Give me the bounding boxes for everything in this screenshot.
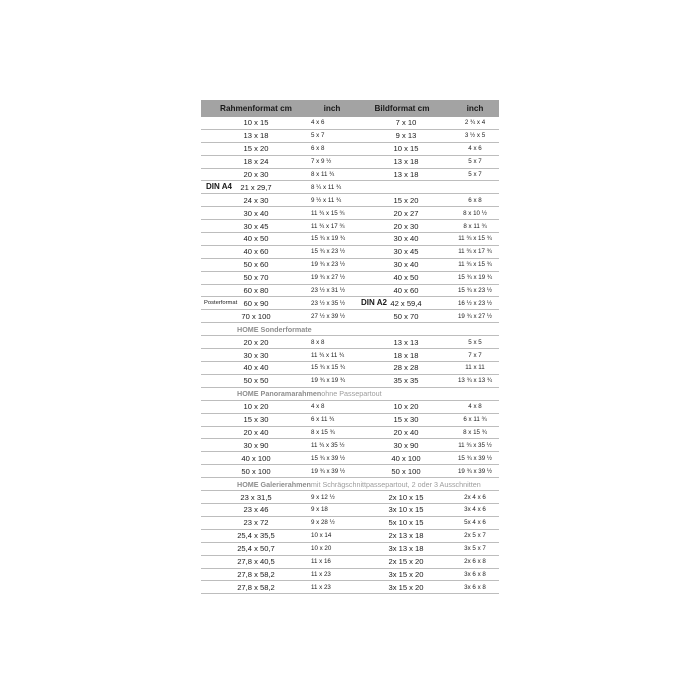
frame-size-cm: 30 x 40 bbox=[243, 208, 269, 218]
image-size-cm: 3x 10 x 15 bbox=[388, 505, 424, 515]
section-title: HOME Galerierahmen bbox=[237, 479, 311, 489]
image-size-cm: 2x 15 x 20 bbox=[388, 557, 424, 567]
image-size-inch: 11 ¾ x 35 ½ bbox=[458, 441, 492, 449]
frame-size-cm: 40 x 100 bbox=[241, 453, 271, 463]
frame-size-cm: 50 x 100 bbox=[241, 466, 271, 476]
frame-size-cm: 60 x 90 bbox=[243, 298, 269, 308]
frame-size-inch: 19 ¾ x 39 ½ bbox=[311, 467, 346, 475]
image-size-cm: 5x 10 x 15 bbox=[388, 518, 424, 528]
image-size-cm: 15 x 20 bbox=[393, 195, 419, 205]
image-size-inch: 11 ¾ x 15 ¾ bbox=[458, 235, 492, 243]
image-size-inch: 5x 4 x 6 bbox=[464, 519, 486, 527]
table-row bbox=[201, 491, 499, 504]
image-size-cm: 50 x 70 bbox=[393, 311, 419, 321]
frame-size-cm: 13 x 18 bbox=[243, 131, 269, 141]
table-row bbox=[201, 465, 499, 478]
image-size-cm: 10 x 20 bbox=[393, 402, 419, 412]
table-row bbox=[201, 181, 499, 194]
image-size-cm: 40 x 50 bbox=[393, 273, 419, 283]
frame-size-cm: 20 x 20 bbox=[243, 337, 269, 347]
table-row bbox=[201, 297, 499, 310]
image-size-inch: 11 x 11 bbox=[465, 364, 485, 372]
frame-size-inch: 8 x 15 ¾ bbox=[311, 429, 335, 437]
image-size-inch: 3x 6 x 8 bbox=[464, 570, 486, 578]
frame-size-cm: 24 x 30 bbox=[243, 195, 269, 205]
frame-size-inch: 11 x 23 bbox=[311, 583, 331, 591]
frame-size-cm: 18 x 24 bbox=[243, 157, 269, 167]
size-table bbox=[201, 100, 499, 594]
image-size-cm: 28 x 28 bbox=[393, 363, 419, 373]
frame-size-inch: 23 ½ x 35 ½ bbox=[311, 299, 346, 307]
table-row bbox=[201, 220, 499, 233]
image-size-inch: 6 x 11 ¾ bbox=[463, 416, 487, 424]
image-size-cm: 13 x 13 bbox=[393, 337, 419, 347]
image-size-inch: 3x 4 x 6 bbox=[464, 506, 486, 514]
panorama-sizes-group bbox=[201, 401, 499, 478]
frame-size-inch: 10 x 20 bbox=[311, 545, 332, 553]
image-size-inch: 4 x 8 bbox=[468, 403, 482, 411]
frame-size-inch: 23 ½ x 31 ½ bbox=[311, 287, 346, 295]
header-image-cm: Bildformat cm bbox=[374, 104, 430, 113]
frame-size-cm: 30 x 30 bbox=[243, 350, 269, 360]
gallery-sizes-group bbox=[201, 491, 499, 594]
image-size-cm: 30 x 40 bbox=[393, 234, 419, 244]
frame-size-inch: 27 ½ x 39 ½ bbox=[311, 312, 346, 320]
section-heading-panorama bbox=[201, 388, 499, 401]
frame-size-inch: 15 ¾ x 15 ¾ bbox=[311, 364, 346, 372]
frame-size-cm: 30 x 90 bbox=[243, 440, 269, 450]
frame-size-inch: 11 ¾ x 17 ¾ bbox=[311, 222, 345, 230]
frame-size-inch: 11 ¾ x 11 ¾ bbox=[311, 351, 345, 359]
table-row bbox=[201, 375, 499, 388]
table-row bbox=[201, 543, 499, 556]
image-size-inch: 8 x 11 ¾ bbox=[463, 222, 487, 230]
image-size-cm: 2x 13 x 18 bbox=[388, 531, 424, 541]
image-size-inch: 2x 4 x 6 bbox=[464, 493, 486, 501]
frame-size-cm: 27,8 x 58,2 bbox=[237, 582, 275, 592]
table-row bbox=[201, 336, 499, 349]
special-sizes-group bbox=[201, 336, 499, 388]
image-size-cm: 7 x 10 bbox=[395, 118, 417, 128]
image-size-cm: 40 x 100 bbox=[391, 453, 421, 463]
frame-size-cm: 20 x 30 bbox=[243, 170, 269, 179]
table-row bbox=[201, 349, 499, 362]
image-size-inch: 15 ¾ x 23 ½ bbox=[457, 287, 493, 295]
table-row bbox=[201, 117, 499, 130]
section-heading-special bbox=[201, 323, 499, 336]
image-size-inch: 2x 6 x 8 bbox=[464, 558, 486, 566]
frame-size-cm: 50 x 60 bbox=[243, 260, 269, 270]
image-size-inch: 8 x 15 ¾ bbox=[463, 429, 487, 437]
frame-size-inch: 9 x 12 ½ bbox=[311, 493, 335, 501]
image-size-cm: 20 x 40 bbox=[393, 428, 419, 438]
table-row bbox=[201, 246, 499, 259]
image-size-inch: 5 x 5 bbox=[468, 338, 482, 346]
frame-size-cm: 25,4 x 50,7 bbox=[237, 544, 275, 554]
frame-size-cm: 23 x 46 bbox=[243, 505, 269, 515]
table-row bbox=[201, 169, 499, 182]
frame-size-cm: 40 x 40 bbox=[243, 363, 269, 373]
frame-size-cm: 23 x 72 bbox=[243, 518, 269, 528]
frame-size-inch: 8 ¼ x 11 ¾ bbox=[311, 183, 342, 191]
frame-size-inch: 19 ¾ x 23 ½ bbox=[311, 261, 346, 269]
table-row bbox=[201, 452, 499, 465]
section-note: mit Schrägschnittpassepartout, 2 oder 3 Ausschnitten bbox=[310, 479, 481, 489]
image-size-inch: 15 ¾ x 19 ¾ bbox=[457, 274, 493, 282]
section-title: HOME Sonderformate bbox=[237, 324, 312, 334]
table-row bbox=[201, 556, 499, 569]
table-row bbox=[201, 272, 499, 285]
image-size-cm: 30 x 90 bbox=[393, 440, 419, 450]
standard-sizes-group bbox=[201, 117, 499, 323]
table-header bbox=[201, 100, 499, 117]
image-size-inch: 15 ¾ x 39 ½ bbox=[457, 454, 493, 462]
frame-size-inch: 9 x 28 ½ bbox=[311, 519, 335, 527]
table-row bbox=[201, 439, 499, 452]
frame-size-inch: 9 ½ x 11 ¾ bbox=[311, 196, 342, 204]
frame-size-inch: 19 ¾ x 27 ½ bbox=[311, 274, 346, 282]
image-size-cm: 13 x 18 bbox=[393, 157, 419, 167]
image-size-inch: 5 x 7 bbox=[468, 171, 482, 178]
image-size-cm: 15 x 30 bbox=[393, 415, 419, 425]
image-size-cm: 13 x 18 bbox=[393, 170, 419, 179]
frame-size-inch: 10 x 14 bbox=[311, 532, 332, 540]
image-size-cm: 3x 13 x 18 bbox=[388, 544, 424, 554]
frame-size-inch: 15 ¾ x 23 ½ bbox=[311, 248, 346, 256]
image-size-cm: 30 x 40 bbox=[393, 260, 419, 270]
section-heading-gallery bbox=[201, 478, 499, 491]
image-size-cm: 2x 10 x 15 bbox=[388, 492, 424, 502]
frame-size-inch: 11 ¾ x 35 ½ bbox=[311, 441, 345, 449]
table-row bbox=[201, 581, 499, 594]
frame-size-cm: 20 x 40 bbox=[243, 428, 269, 438]
image-size-cm: 18 x 18 bbox=[393, 350, 419, 360]
frame-size-inch: 15 ¾ x 19 ¾ bbox=[311, 235, 346, 243]
frame-size-inch: 7 x 9 ½ bbox=[311, 158, 332, 166]
frame-size-cm: 60 x 80 bbox=[243, 286, 269, 296]
image-size-cm: 30 x 45 bbox=[393, 247, 419, 257]
frame-size-inch: 6 x 11 ¾ bbox=[311, 416, 335, 424]
image-size-inch: 16 ½ x 23 ½ bbox=[457, 299, 493, 307]
format-label: DIN A4 bbox=[206, 182, 232, 192]
header-frame-inch: inch bbox=[323, 104, 341, 113]
image-size-cm: 20 x 30 bbox=[393, 221, 419, 231]
table-row bbox=[201, 259, 499, 272]
frame-size-cm: 27,8 x 40,5 bbox=[237, 557, 275, 567]
table-row bbox=[201, 530, 499, 543]
image-size-cm: 3x 15 x 20 bbox=[388, 582, 424, 592]
frame-size-cm: 30 x 45 bbox=[243, 221, 269, 231]
image-size-inch: 19 ¾ x 27 ½ bbox=[457, 312, 493, 320]
image-size-inch: 3x 6 x 8 bbox=[464, 583, 486, 591]
table-row bbox=[201, 233, 499, 246]
header-frame-cm: Rahmenformat cm bbox=[220, 104, 292, 113]
frame-size-cm: 25,4 x 35,5 bbox=[237, 531, 275, 541]
frame-size-inch: 11 x 23 bbox=[311, 570, 331, 578]
image-size-inch: 13 ¾ x 13 ¾ bbox=[457, 377, 493, 385]
header-image-inch: inch bbox=[466, 104, 484, 113]
image-size-inch: 8 x 10 ½ bbox=[463, 209, 487, 217]
frame-size-inch: 6 x 8 bbox=[311, 145, 325, 153]
frame-size-cm: 27,8 x 58,2 bbox=[237, 569, 275, 579]
image-size-cm: 20 x 27 bbox=[393, 208, 419, 218]
frame-size-cm: 70 x 100 bbox=[241, 311, 271, 321]
image-size-inch: 11 ¾ x 17 ¾ bbox=[458, 248, 492, 256]
frame-size-cm: 23 x 31,5 bbox=[240, 492, 272, 502]
frame-size-inch: 11 ¾ x 15 ¾ bbox=[311, 209, 345, 217]
frame-size-cm: 15 x 30 bbox=[243, 415, 269, 425]
image-size-inch: 5 x 7 bbox=[468, 158, 482, 166]
frame-size-cm: 15 x 20 bbox=[243, 144, 269, 154]
frame-size-inch: 9 x 18 bbox=[311, 506, 328, 514]
frame-size-inch: 8 x 8 bbox=[311, 338, 325, 346]
format-label: DIN A2 bbox=[361, 298, 387, 308]
table-row bbox=[201, 156, 499, 169]
frame-size-inch: 11 x 16 bbox=[311, 558, 331, 566]
frame-size-inch: 5 x 7 bbox=[311, 132, 325, 140]
table-row bbox=[201, 143, 499, 156]
image-size-cm: 10 x 15 bbox=[393, 144, 419, 154]
frame-size-inch: 4 x 6 bbox=[311, 119, 325, 127]
image-size-inch: 3x 5 x 7 bbox=[464, 545, 486, 553]
table-row bbox=[201, 362, 499, 375]
table-row bbox=[201, 130, 499, 143]
table-row bbox=[201, 504, 499, 517]
frame-size-inch: 19 ¾ x 19 ¾ bbox=[311, 377, 346, 385]
frame-size-inch: 8 x 11 ¾ bbox=[311, 171, 335, 178]
frame-size-inch: 4 x 8 bbox=[311, 403, 325, 411]
table-row bbox=[201, 427, 499, 440]
frame-size-cm: 40 x 60 bbox=[243, 247, 269, 257]
section-title: HOME Panoramarahmen bbox=[237, 389, 322, 399]
table-row bbox=[201, 194, 499, 207]
image-size-inch: 6 x 8 bbox=[468, 196, 482, 204]
frame-size-cm: 50 x 70 bbox=[243, 273, 269, 283]
image-size-inch: 7 x 7 bbox=[468, 351, 482, 359]
image-size-inch: 19 ¾ x 39 ½ bbox=[457, 467, 493, 475]
frame-size-cm: 40 x 50 bbox=[243, 234, 269, 244]
frame-size-inch: 15 ¾ x 39 ½ bbox=[311, 454, 346, 462]
image-size-inch: 3 ½ x 5 bbox=[464, 132, 486, 140]
frame-size-cm: 50 x 50 bbox=[243, 376, 269, 386]
image-size-inch: 4 x 6 bbox=[468, 145, 482, 153]
table-row bbox=[201, 285, 499, 298]
image-size-cm: 3x 15 x 20 bbox=[388, 569, 424, 579]
frame-size-cm: 21 x 29,7 bbox=[240, 182, 272, 192]
image-size-cm: 42 x 59,4 bbox=[390, 298, 422, 308]
format-label: Posterformat bbox=[204, 300, 238, 307]
table-row bbox=[201, 517, 499, 530]
table-row bbox=[201, 207, 499, 220]
table-row bbox=[201, 414, 499, 427]
image-size-cm: 50 x 100 bbox=[391, 466, 421, 476]
image-size-cm: 35 x 35 bbox=[393, 376, 419, 386]
section-note: ohne Passepartout bbox=[321, 389, 382, 399]
image-size-inch: 2 ¾ x 4 bbox=[464, 119, 486, 127]
image-size-cm: 40 x 60 bbox=[393, 286, 419, 296]
image-size-cm: 9 x 13 bbox=[395, 131, 417, 141]
table-row bbox=[201, 569, 499, 582]
image-size-inch: 2x 5 x 7 bbox=[464, 532, 486, 540]
table-row bbox=[201, 401, 499, 414]
table-row bbox=[201, 310, 499, 323]
frame-size-cm: 10 x 20 bbox=[243, 402, 269, 412]
image-size-inch: 11 ¾ x 15 ¾ bbox=[458, 261, 492, 269]
frame-size-cm: 10 x 15 bbox=[243, 118, 269, 128]
